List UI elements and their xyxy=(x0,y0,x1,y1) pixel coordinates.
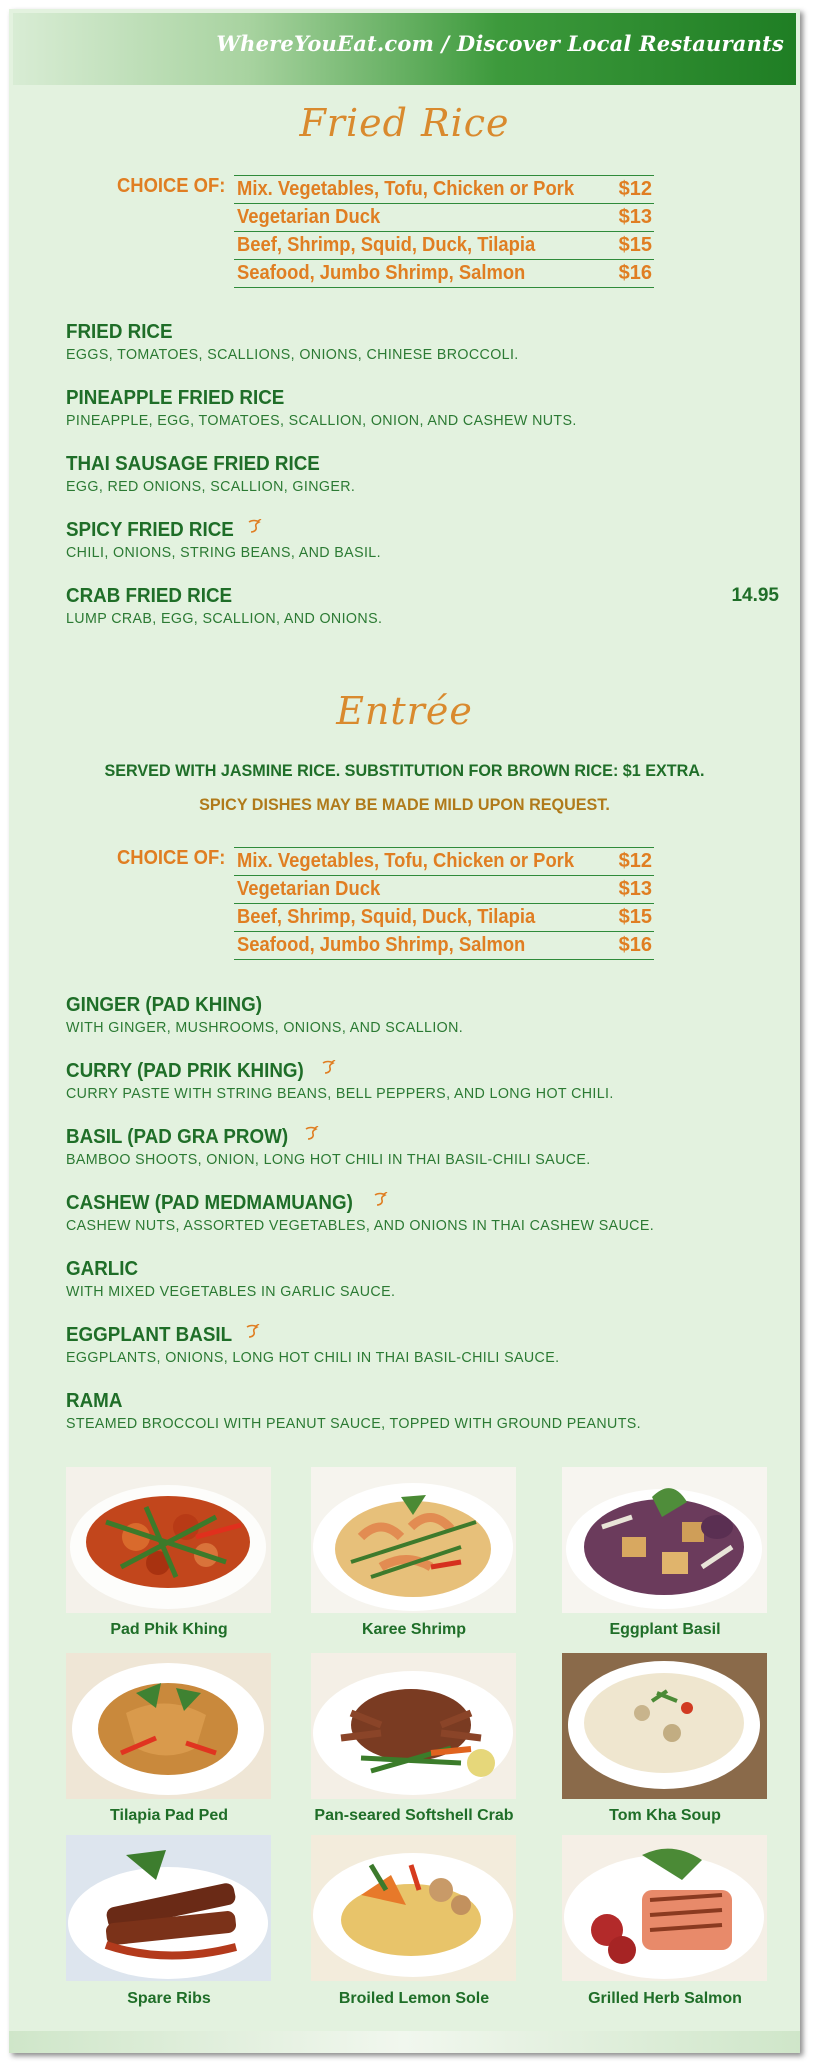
banner-text[interactable]: WhereYouEat.com / Discover Local Restaurants xyxy=(216,31,784,56)
item-price: 14.95 xyxy=(731,585,779,606)
spare-ribs-photo xyxy=(66,1835,271,1981)
choice-name: Vegetarian Duck xyxy=(237,206,381,228)
item-name: GARLIC xyxy=(66,1258,139,1280)
choice-name: Beef, Shrimp, Squid, Duck, Tilapia xyxy=(237,906,536,928)
item-name: FRIED RICE xyxy=(66,321,173,343)
item-name: PINEAPPLE FRIED RICE xyxy=(66,387,285,409)
menu-item xyxy=(66,387,776,429)
choice-price: $15 xyxy=(618,906,652,928)
menu-item xyxy=(66,1258,776,1300)
menu-item xyxy=(66,1060,776,1102)
menu-page xyxy=(9,9,800,2053)
item-description: PINEAPPLE, EGG, TOMATOES, SCALLION, ONION, AND CASHEW NUTS. xyxy=(66,412,577,429)
photo-caption: Spare Ribs xyxy=(127,1990,211,2007)
menu-item xyxy=(66,994,776,1036)
item-description: EGGS, TOMATOES, SCALLIONS, ONIONS, CHINESE BROCCOLI. xyxy=(66,346,519,363)
item-description: EGGPLANTS, ONIONS, LONG HOT CHILI IN THAI BASIL-CHILI SAUCE. xyxy=(66,1349,560,1366)
choice-row xyxy=(234,903,654,931)
choice-name: Mix. Vegetables, Tofu, Chicken or Pork xyxy=(237,178,575,200)
softshell-crab-photo xyxy=(311,1653,516,1799)
photo-caption: Eggplant Basil xyxy=(609,1621,721,1638)
menu-item xyxy=(66,519,776,561)
choice-name: Seafood, Jumbo Shrimp, Salmon xyxy=(237,262,526,284)
item-description: STEAMED BROCCOLI WITH PEANUT SAUCE, TOPPED WITH GROUND PEANUTS. xyxy=(66,1415,642,1432)
item-name: CASHEW (PAD MEDMAMUANG) xyxy=(66,1192,353,1214)
choice-price: $13 xyxy=(618,878,652,900)
spicy-note: SPICY DISHES MAY BE MADE MILD UPON REQUEST. xyxy=(199,795,610,814)
choice-price: $13 xyxy=(618,206,652,228)
choice-row xyxy=(234,875,654,903)
photo-caption: Karee Shrimp xyxy=(361,1621,467,1638)
menu-item xyxy=(66,1324,776,1366)
chili-icon xyxy=(245,1324,261,1340)
tom-kha-soup-photo xyxy=(562,1653,767,1799)
menu-item xyxy=(66,1192,776,1234)
choice-name: Mix. Vegetables, Tofu, Chicken or Pork xyxy=(237,850,575,872)
choice-name: Vegetarian Duck xyxy=(237,878,381,900)
menu-item xyxy=(66,585,779,627)
menu-item xyxy=(66,321,776,363)
entree-title: Entrée xyxy=(336,689,473,733)
photo-caption: Pan-seared Softshell Crab xyxy=(314,1807,514,1824)
choice-price: $12 xyxy=(618,178,652,200)
item-description: BAMBOO SHOOTS, ONION, LONG HOT CHILI IN THAI BASIL-CHILI SAUCE. xyxy=(66,1151,591,1168)
item-description: CURRY PASTE WITH STRING BEANS, BELL PEPPERS, AND LONG HOT CHILI. xyxy=(66,1085,614,1102)
chili-icon xyxy=(247,519,263,535)
choice-row xyxy=(234,203,654,231)
chili-icon xyxy=(304,1126,320,1142)
item-description: LUMP CRAB, EGG, SCALLION, AND ONIONS. xyxy=(66,610,383,627)
site-banner xyxy=(13,13,796,85)
chili-icon xyxy=(373,1192,389,1208)
item-name: BASIL (PAD GRA PROW) xyxy=(66,1126,289,1148)
item-name: SPICY FRIED RICE xyxy=(66,519,234,541)
fried-rice-choice-table xyxy=(234,175,654,288)
chili-icon xyxy=(321,1060,337,1076)
photo-caption: Tilapia Pad Ped xyxy=(110,1807,228,1824)
item-name: CRAB FRIED RICE xyxy=(66,585,233,607)
choice-row xyxy=(234,847,654,875)
photo-caption: Pad Phik Khing xyxy=(110,1621,228,1638)
entree-choice-label: CHOICE OF: xyxy=(117,847,226,869)
choice-row xyxy=(234,259,654,288)
footer-strip xyxy=(9,2031,800,2053)
item-description: CASHEW NUTS, ASSORTED VEGETABLES, AND ONIONS IN THAI CASHEW SAUCE. xyxy=(66,1217,655,1234)
tilapia-pad-ped-photo xyxy=(66,1653,271,1799)
item-name: RAMA xyxy=(66,1390,123,1412)
lemon-sole-photo xyxy=(311,1835,516,1981)
choice-name: Seafood, Jumbo Shrimp, Salmon xyxy=(237,934,526,956)
item-name: THAI SAUSAGE FRIED RICE xyxy=(66,453,320,475)
choice-price: $16 xyxy=(618,934,652,956)
choice-price: $15 xyxy=(618,234,652,256)
item-name: EGGPLANT BASIL xyxy=(66,1324,233,1346)
fried-rice-title: Fried Rice xyxy=(299,101,510,145)
karee-shrimp-photo xyxy=(311,1467,516,1613)
fried-rice-choice-label: CHOICE OF: xyxy=(117,175,226,197)
pad-phik-khing-photo xyxy=(66,1467,271,1613)
choice-price: $12 xyxy=(618,850,652,872)
item-description: WITH MIXED VEGETABLES IN GARLIC SAUCE. xyxy=(66,1283,396,1300)
choice-row xyxy=(234,231,654,259)
eggplant-basil-photo xyxy=(562,1467,767,1613)
item-description: EGG, RED ONIONS, SCALLION, GINGER. xyxy=(66,478,356,495)
grilled-herb-salmon-photo xyxy=(562,1835,767,1981)
item-name: CURRY (PAD PRIK KHING) xyxy=(66,1060,304,1082)
photo-caption: Grilled Herb Salmon xyxy=(588,1990,742,2007)
photo-caption: Broiled Lemon Sole xyxy=(338,1990,490,2007)
item-description: WITH GINGER, MUSHROOMS, ONIONS, AND SCALLION. xyxy=(66,1019,464,1036)
entree-choice-table xyxy=(234,847,654,960)
rice-note: SERVED WITH JASMINE RICE. SUBSTITUTION FOR BROWN RICE: $1 EXTRA. xyxy=(104,761,705,780)
menu-item xyxy=(66,1390,776,1432)
menu-item xyxy=(66,453,776,495)
choice-row xyxy=(234,931,654,960)
choice-row xyxy=(234,175,654,203)
photo-caption: Tom Kha Soup xyxy=(609,1807,721,1824)
item-description: CHILI, ONIONS, STRING BEANS, AND BASIL. xyxy=(66,544,381,561)
choice-price: $16 xyxy=(618,262,652,284)
menu-item xyxy=(66,1126,776,1168)
choice-name: Beef, Shrimp, Squid, Duck, Tilapia xyxy=(237,234,536,256)
item-name: GINGER (PAD KHING) xyxy=(66,994,263,1016)
